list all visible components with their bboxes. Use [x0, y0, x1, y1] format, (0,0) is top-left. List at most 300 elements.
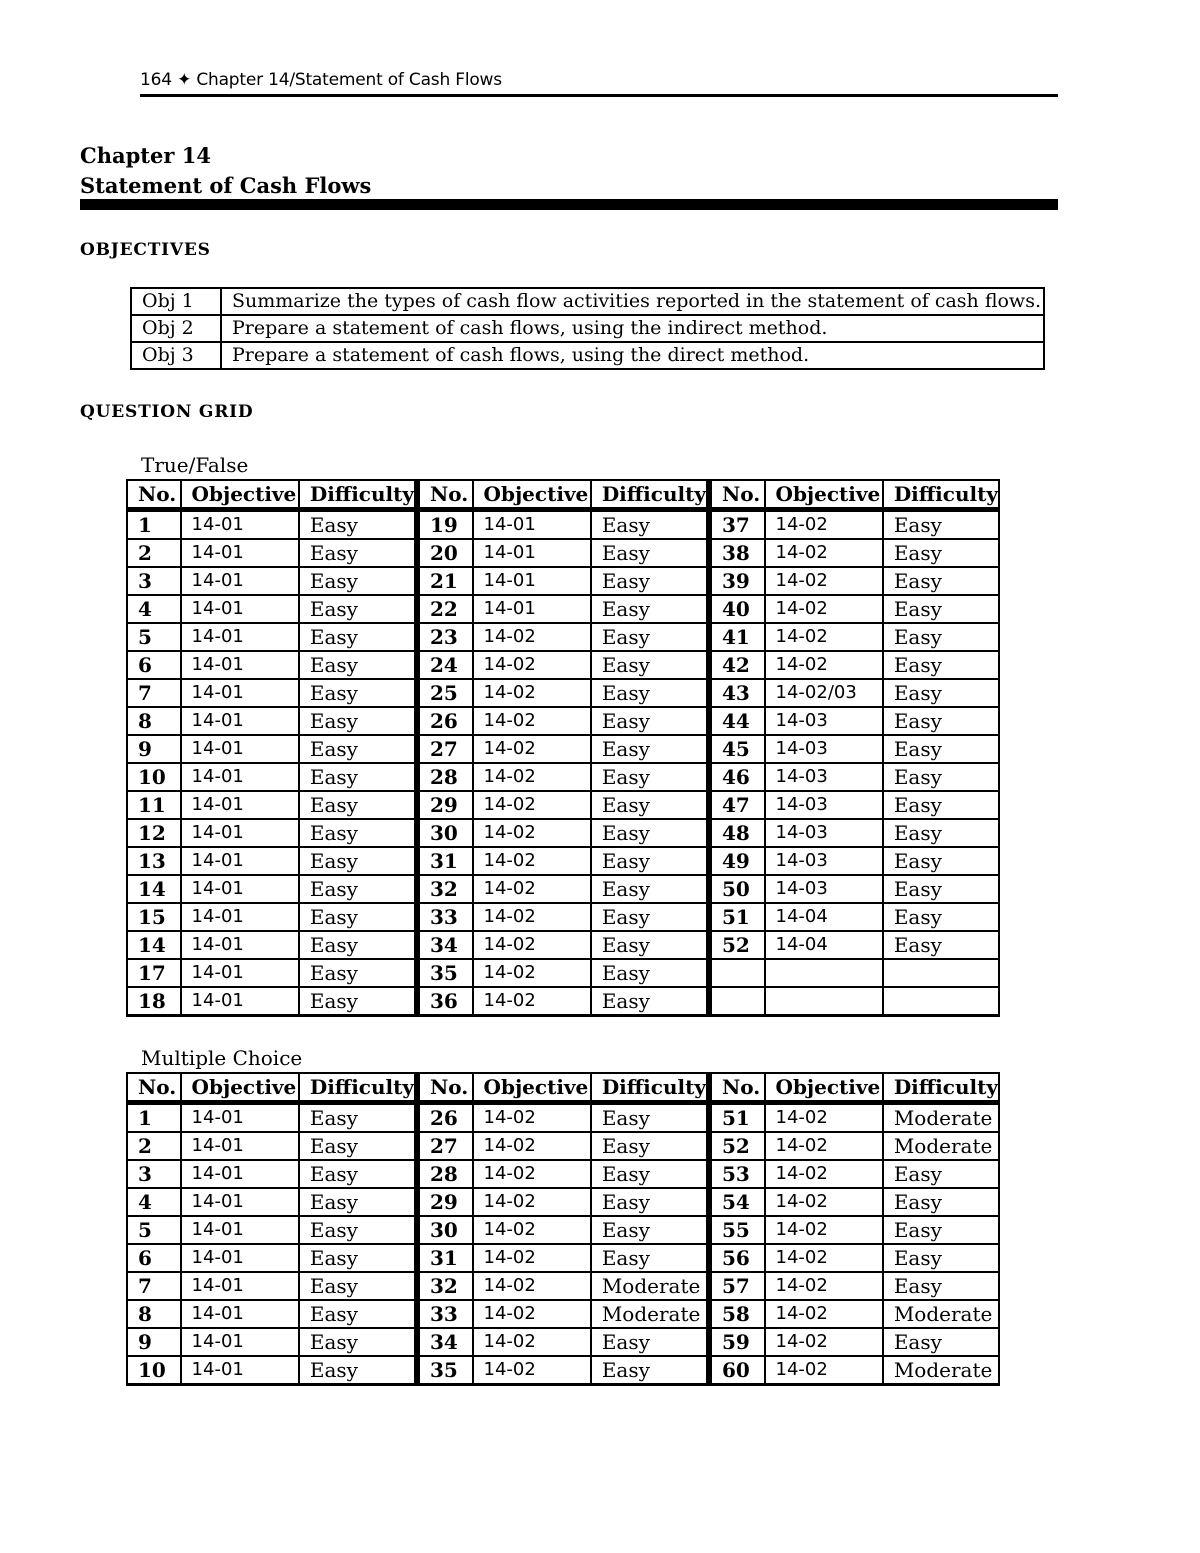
question-objective: 14-01 — [181, 1188, 299, 1216]
question-objective: 14-01 — [473, 539, 591, 567]
question-objective: 14-02 — [473, 1300, 591, 1328]
objective-code: Obj 1 — [131, 288, 221, 315]
table-header-row — [127, 1073, 999, 1103]
column-header-objective: Objective — [181, 480, 299, 510]
table-row — [127, 1188, 999, 1216]
question-number: 15 — [127, 903, 181, 931]
objectives-heading: OBJECTIVES — [80, 240, 211, 260]
question-number: 11 — [127, 791, 181, 819]
question-objective: 14-01 — [181, 679, 299, 707]
question-objective: 14-02 — [765, 1300, 883, 1328]
question-objective: 14-01 — [473, 595, 591, 623]
column-header-objective: Objective — [473, 480, 591, 510]
question-objective: 14-01 — [181, 847, 299, 875]
table-row — [127, 707, 999, 735]
multiple-choice-label: Multiple Choice — [141, 1046, 303, 1070]
column-header-objective: Objective — [473, 1073, 591, 1103]
question-number: 40 — [709, 595, 765, 623]
question-difficulty: Easy — [883, 539, 999, 567]
question-difficulty: Easy — [883, 623, 999, 651]
question-objective: 14-02 — [765, 1103, 883, 1133]
objectives-table — [130, 287, 1045, 370]
table-row — [127, 510, 999, 540]
table-row — [127, 1300, 999, 1328]
question-difficulty: Easy — [591, 1356, 709, 1385]
question-number: 60 — [709, 1356, 765, 1385]
table-row — [127, 1132, 999, 1160]
question-number: 57 — [709, 1272, 765, 1300]
question-number: 43 — [709, 679, 765, 707]
question-objective: 14-02 — [765, 1188, 883, 1216]
question-difficulty: Easy — [883, 1328, 999, 1356]
question-objective: 14-02 — [473, 959, 591, 987]
question-objective: 14-02 — [473, 819, 591, 847]
question-difficulty: Easy — [299, 1300, 417, 1328]
question-number: 10 — [127, 763, 181, 791]
question-difficulty: Easy — [299, 1160, 417, 1188]
question-difficulty: Easy — [591, 987, 709, 1016]
question-objective: 14-02 — [765, 1272, 883, 1300]
table-row — [127, 959, 999, 987]
question-objective: 14-03 — [765, 875, 883, 903]
question-objective: 14-01 — [181, 931, 299, 959]
question-objective: 14-01 — [181, 623, 299, 651]
question-number: 20 — [417, 539, 473, 567]
question-difficulty: Easy — [299, 623, 417, 651]
question-objective: 14-02 — [473, 791, 591, 819]
question-number: 42 — [709, 651, 765, 679]
column-header-no: No. — [127, 1073, 181, 1103]
question-difficulty: Easy — [591, 707, 709, 735]
question-number: 13 — [127, 847, 181, 875]
question-difficulty: Moderate — [591, 1300, 709, 1328]
question-number: 38 — [709, 539, 765, 567]
question-objective: 14-01 — [181, 1328, 299, 1356]
question-difficulty: Easy — [299, 875, 417, 903]
question-difficulty: Easy — [883, 819, 999, 847]
question-objective: 14-02 — [473, 1272, 591, 1300]
table-row — [127, 539, 999, 567]
question-difficulty: Easy — [591, 847, 709, 875]
question-difficulty: Moderate — [591, 1272, 709, 1300]
question-number: 53 — [709, 1160, 765, 1188]
question-objective: 14-02 — [765, 567, 883, 595]
question-number: 34 — [417, 1328, 473, 1356]
question-objective: 14-02 — [473, 1132, 591, 1160]
question-number: 10 — [127, 1356, 181, 1385]
question-objective: 14-01 — [181, 763, 299, 791]
question-difficulty: Easy — [591, 1216, 709, 1244]
question-difficulty: Easy — [591, 623, 709, 651]
question-number: 9 — [127, 1328, 181, 1356]
objective-text: Summarize the types of cash flow activities reported in the statement of cash flows. — [221, 288, 1044, 315]
question-number: 56 — [709, 1244, 765, 1272]
question-objective: 14-02 — [765, 1356, 883, 1385]
question-number: 19 — [417, 510, 473, 540]
question-objective: 14-02 — [473, 847, 591, 875]
question-difficulty: Easy — [883, 875, 999, 903]
question-number: 51 — [709, 903, 765, 931]
question-difficulty: Easy — [591, 763, 709, 791]
question-objective: 14-02 — [765, 595, 883, 623]
question-difficulty: Easy — [299, 1132, 417, 1160]
question-number: 26 — [417, 1103, 473, 1133]
question-number: 31 — [417, 1244, 473, 1272]
question-difficulty — [883, 987, 999, 1016]
question-number: 21 — [417, 567, 473, 595]
question-difficulty: Easy — [299, 1272, 417, 1300]
question-objective: 14-03 — [765, 791, 883, 819]
question-number: 32 — [417, 875, 473, 903]
question-objective: 14-01 — [181, 1216, 299, 1244]
question-difficulty: Easy — [299, 1356, 417, 1385]
column-header-difficulty: Difficulty — [591, 480, 709, 510]
table-row — [127, 595, 999, 623]
question-difficulty: Easy — [299, 679, 417, 707]
column-header-no: No. — [709, 1073, 765, 1103]
table-row — [127, 1216, 999, 1244]
question-difficulty: Easy — [591, 567, 709, 595]
question-difficulty: Easy — [883, 791, 999, 819]
question-objective: 14-04 — [765, 903, 883, 931]
question-difficulty: Moderate — [883, 1356, 999, 1385]
question-objective: 14-01 — [181, 987, 299, 1016]
question-number: 52 — [709, 1132, 765, 1160]
question-number: 35 — [417, 959, 473, 987]
question-difficulty: Easy — [883, 903, 999, 931]
question-objective: 14-02 — [473, 679, 591, 707]
question-difficulty: Easy — [883, 679, 999, 707]
table-row — [127, 1356, 999, 1385]
question-objective: 14-03 — [765, 735, 883, 763]
question-number — [709, 959, 765, 987]
question-number: 30 — [417, 819, 473, 847]
question-number: 17 — [127, 959, 181, 987]
question-number: 36 — [417, 987, 473, 1016]
column-header-difficulty: Difficulty — [883, 480, 999, 510]
question-number: 14 — [127, 931, 181, 959]
question-number: 48 — [709, 819, 765, 847]
question-difficulty: Easy — [591, 510, 709, 540]
question-objective: 14-02 — [473, 763, 591, 791]
question-difficulty: Easy — [883, 1244, 999, 1272]
question-number: 44 — [709, 707, 765, 735]
question-number: 6 — [127, 1244, 181, 1272]
question-objective: 14-01 — [181, 1132, 299, 1160]
true-false-label: True/False — [141, 453, 249, 477]
question-number: 1 — [127, 1103, 181, 1133]
question-number: 4 — [127, 1188, 181, 1216]
table-row — [127, 1160, 999, 1188]
true-false-table — [126, 479, 1000, 1017]
table-row — [127, 875, 999, 903]
question-number: 46 — [709, 763, 765, 791]
question-difficulty: Easy — [883, 1216, 999, 1244]
question-difficulty: Easy — [299, 735, 417, 763]
question-difficulty: Easy — [883, 763, 999, 791]
question-objective: 14-02 — [765, 1160, 883, 1188]
question-difficulty: Easy — [299, 1103, 417, 1133]
question-objective — [765, 959, 883, 987]
question-difficulty: Easy — [299, 651, 417, 679]
question-difficulty: Easy — [299, 931, 417, 959]
question-number: 55 — [709, 1216, 765, 1244]
question-objective: 14-01 — [181, 595, 299, 623]
question-difficulty: Easy — [299, 763, 417, 791]
question-objective: 14-02 — [473, 987, 591, 1016]
question-number: 28 — [417, 763, 473, 791]
column-header-no: No. — [417, 480, 473, 510]
question-number: 35 — [417, 1356, 473, 1385]
question-difficulty: Easy — [299, 847, 417, 875]
question-number: 1 — [127, 510, 181, 540]
multiple-choice-table — [126, 1072, 1000, 1386]
table-row — [127, 819, 999, 847]
question-difficulty: Easy — [883, 1272, 999, 1300]
column-header-no: No. — [709, 480, 765, 510]
question-difficulty: Easy — [883, 847, 999, 875]
question-difficulty: Easy — [299, 1328, 417, 1356]
question-difficulty: Easy — [299, 903, 417, 931]
header-rule — [140, 94, 1058, 97]
question-objective: 14-02/03 — [765, 679, 883, 707]
question-objective: 14-01 — [181, 735, 299, 763]
question-number: 9 — [127, 735, 181, 763]
question-objective: 14-02 — [473, 1103, 591, 1133]
question-objective: 14-02 — [765, 1328, 883, 1356]
question-objective: 14-02 — [473, 1244, 591, 1272]
question-objective: 14-03 — [765, 847, 883, 875]
question-objective: 14-01 — [181, 567, 299, 595]
question-objective: 14-02 — [473, 707, 591, 735]
question-difficulty: Easy — [591, 931, 709, 959]
separator-icon: ✦ — [177, 70, 192, 90]
question-objective: 14-01 — [181, 1244, 299, 1272]
question-number: 59 — [709, 1328, 765, 1356]
table-row — [127, 1328, 999, 1356]
question-difficulty: Easy — [591, 1103, 709, 1133]
question-number: 3 — [127, 567, 181, 595]
question-objective: 14-01 — [473, 510, 591, 540]
question-difficulty: Easy — [883, 567, 999, 595]
table-header-row — [127, 480, 999, 510]
page-number: 164 — [140, 70, 172, 90]
table-row — [127, 679, 999, 707]
question-objective: 14-01 — [181, 875, 299, 903]
question-number: 27 — [417, 1132, 473, 1160]
question-number: 7 — [127, 679, 181, 707]
question-number: 58 — [709, 1300, 765, 1328]
objective-row — [131, 342, 1044, 369]
question-difficulty: Easy — [299, 510, 417, 540]
question-difficulty: Easy — [591, 903, 709, 931]
question-objective: 14-01 — [181, 791, 299, 819]
question-objective: 14-01 — [181, 1300, 299, 1328]
question-difficulty: Easy — [299, 1244, 417, 1272]
question-number: 51 — [709, 1103, 765, 1133]
question-difficulty: Easy — [591, 651, 709, 679]
question-difficulty: Easy — [591, 875, 709, 903]
question-objective: 14-02 — [473, 1328, 591, 1356]
question-number — [709, 987, 765, 1016]
running-header — [140, 70, 1058, 90]
question-number: 5 — [127, 1216, 181, 1244]
question-difficulty: Easy — [591, 959, 709, 987]
column-header-difficulty: Difficulty — [591, 1073, 709, 1103]
running-title: Chapter 14/Statement of Cash Flows — [196, 70, 502, 90]
question-difficulty: Easy — [591, 679, 709, 707]
question-difficulty: Easy — [591, 595, 709, 623]
question-difficulty: Easy — [883, 1160, 999, 1188]
question-number: 29 — [417, 1188, 473, 1216]
question-objective: 14-01 — [181, 1160, 299, 1188]
question-number: 7 — [127, 1272, 181, 1300]
question-difficulty: Easy — [591, 1328, 709, 1356]
question-number: 6 — [127, 651, 181, 679]
question-number: 22 — [417, 595, 473, 623]
table-row — [127, 931, 999, 959]
question-objective: 14-02 — [473, 651, 591, 679]
table-row — [127, 987, 999, 1016]
question-grid-heading: QUESTION GRID — [80, 402, 254, 422]
chapter-number: Chapter 14 — [80, 143, 211, 168]
question-number: 41 — [709, 623, 765, 651]
question-difficulty: Easy — [883, 1188, 999, 1216]
question-objective: 14-01 — [181, 959, 299, 987]
question-difficulty: Moderate — [883, 1300, 999, 1328]
question-difficulty: Easy — [299, 567, 417, 595]
question-number: 31 — [417, 847, 473, 875]
question-number: 37 — [709, 510, 765, 540]
question-objective: 14-02 — [765, 1244, 883, 1272]
table-row — [127, 763, 999, 791]
question-number: 2 — [127, 539, 181, 567]
question-difficulty: Easy — [591, 1188, 709, 1216]
question-difficulty: Easy — [883, 510, 999, 540]
question-objective: 14-02 — [473, 735, 591, 763]
objective-text: Prepare a statement of cash flows, using the direct method. — [221, 342, 1044, 369]
question-number: 39 — [709, 567, 765, 595]
question-number: 52 — [709, 931, 765, 959]
question-number: 25 — [417, 679, 473, 707]
question-difficulty: Easy — [299, 1188, 417, 1216]
objective-code: Obj 3 — [131, 342, 221, 369]
column-header-objective: Objective — [765, 1073, 883, 1103]
question-number: 49 — [709, 847, 765, 875]
table-row — [127, 791, 999, 819]
question-number: 33 — [417, 903, 473, 931]
column-header-objective: Objective — [181, 1073, 299, 1103]
question-objective: 14-02 — [473, 1160, 591, 1188]
question-objective: 14-03 — [765, 763, 883, 791]
question-difficulty: Easy — [883, 707, 999, 735]
question-difficulty: Moderate — [883, 1132, 999, 1160]
question-objective: 14-02 — [473, 875, 591, 903]
question-number: 14 — [127, 875, 181, 903]
question-number: 54 — [709, 1188, 765, 1216]
question-difficulty: Easy — [299, 987, 417, 1016]
question-difficulty — [883, 959, 999, 987]
question-difficulty: Easy — [883, 735, 999, 763]
question-number: 3 — [127, 1160, 181, 1188]
table-row — [127, 1244, 999, 1272]
question-objective: 14-01 — [473, 567, 591, 595]
question-number: 33 — [417, 1300, 473, 1328]
question-objective — [765, 987, 883, 1016]
question-difficulty: Easy — [299, 959, 417, 987]
question-difficulty: Easy — [299, 707, 417, 735]
question-objective: 14-02 — [765, 623, 883, 651]
question-number: 24 — [417, 651, 473, 679]
question-number: 30 — [417, 1216, 473, 1244]
objective-row — [131, 315, 1044, 342]
question-objective: 14-02 — [765, 1216, 883, 1244]
question-objective: 14-02 — [473, 623, 591, 651]
chapter-title: Statement of Cash Flows — [80, 173, 372, 198]
question-objective: 14-01 — [181, 510, 299, 540]
question-objective: 14-01 — [181, 651, 299, 679]
column-header-no: No. — [417, 1073, 473, 1103]
question-difficulty: Easy — [299, 539, 417, 567]
chapter-rule — [80, 199, 1058, 210]
question-objective: 14-03 — [765, 707, 883, 735]
question-difficulty: Easy — [299, 595, 417, 623]
question-number: 28 — [417, 1160, 473, 1188]
question-number: 4 — [127, 595, 181, 623]
column-header-objective: Objective — [765, 480, 883, 510]
question-number: 45 — [709, 735, 765, 763]
question-difficulty: Easy — [591, 539, 709, 567]
question-number: 34 — [417, 931, 473, 959]
question-number: 47 — [709, 791, 765, 819]
column-header-difficulty: Difficulty — [883, 1073, 999, 1103]
table-row — [127, 847, 999, 875]
question-objective: 14-02 — [765, 510, 883, 540]
question-objective: 14-01 — [181, 1272, 299, 1300]
question-objective: 14-02 — [473, 1188, 591, 1216]
table-row — [127, 651, 999, 679]
column-header-difficulty: Difficulty — [299, 1073, 417, 1103]
question-difficulty: Easy — [591, 819, 709, 847]
question-objective: 14-01 — [181, 819, 299, 847]
table-row — [127, 1272, 999, 1300]
question-number: 5 — [127, 623, 181, 651]
question-objective: 14-02 — [473, 903, 591, 931]
question-number: 2 — [127, 1132, 181, 1160]
table-row — [127, 735, 999, 763]
question-number: 18 — [127, 987, 181, 1016]
question-objective: 14-01 — [181, 707, 299, 735]
question-number: 12 — [127, 819, 181, 847]
table-row — [127, 567, 999, 595]
question-objective: 14-02 — [765, 539, 883, 567]
question-objective: 14-01 — [181, 1356, 299, 1385]
question-objective: 14-04 — [765, 931, 883, 959]
question-number: 32 — [417, 1272, 473, 1300]
question-difficulty: Easy — [591, 791, 709, 819]
table-row — [127, 1103, 999, 1133]
question-objective: 14-02 — [473, 931, 591, 959]
objective-text: Prepare a statement of cash flows, using the indirect method. — [221, 315, 1044, 342]
question-difficulty: Easy — [591, 1244, 709, 1272]
question-difficulty: Easy — [883, 595, 999, 623]
question-difficulty: Easy — [299, 791, 417, 819]
question-objective: 14-01 — [181, 1103, 299, 1133]
question-objective: 14-02 — [765, 651, 883, 679]
table-row — [127, 623, 999, 651]
question-objective: 14-02 — [473, 1216, 591, 1244]
question-difficulty: Easy — [299, 1216, 417, 1244]
